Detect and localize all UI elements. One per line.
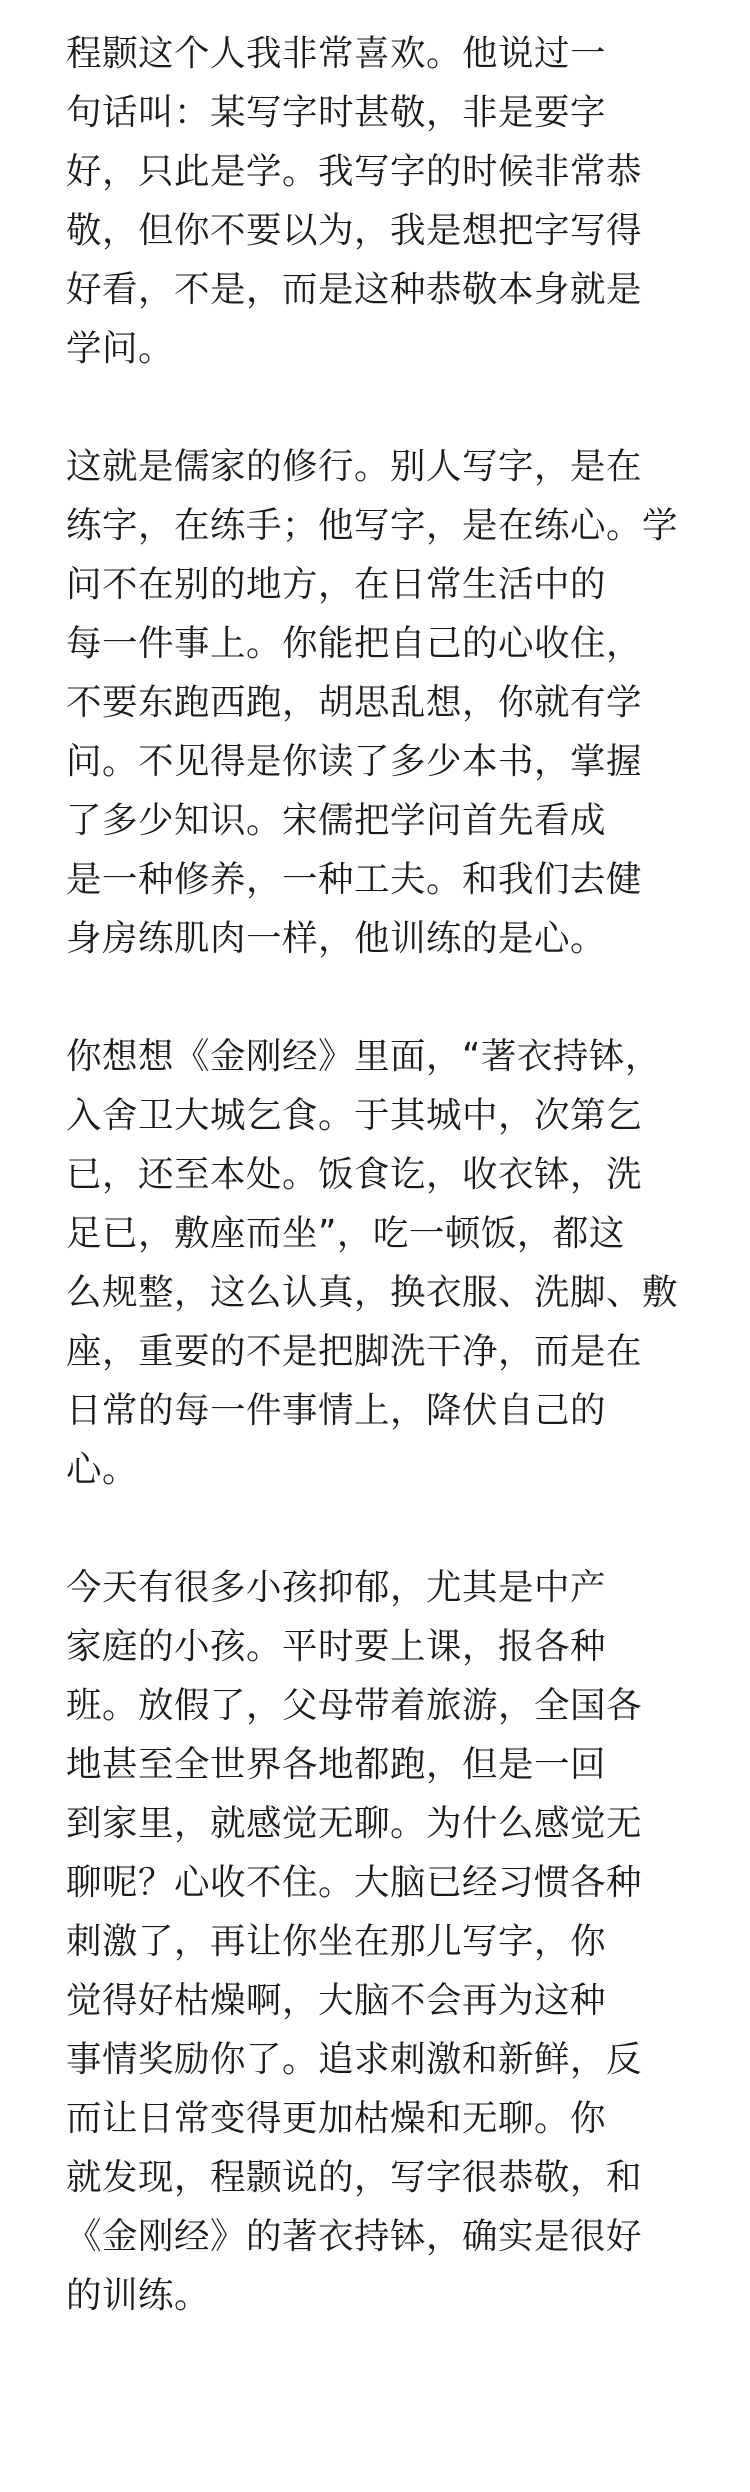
text-line: 座，重要的不是把脚洗干净，而是在 (66, 1331, 643, 1372)
text-line: 聊呢？心收不住。大脑已经习惯各种 (66, 1862, 643, 1903)
text-line: 到家里，就感觉无聊。为什么感觉无 (66, 1803, 643, 1844)
text-line: 而让日常变得更加枯燥和无聊。你 (66, 2098, 607, 2139)
text-line: 班。放假了，父母带着旅游，全国各 (66, 1685, 643, 1726)
text-line: 学问。 (66, 328, 175, 369)
text-line: 好看，不是，而是这种恭敬本身就是 (66, 269, 643, 310)
text-line: 家庭的小孩。平时要上课，报各种 (66, 1626, 607, 1667)
text-line: 《金刚经》的著衣持钵，确实是很好 (66, 2216, 643, 2257)
text-line: 好，只此是学。我写字的时候非常恭 (66, 151, 643, 192)
text-line: 足已，敷座而坐”，吃一顿饭，都这 (66, 1213, 625, 1254)
text-line: 不要东跑西跑，胡思乱想，你就有学 (66, 682, 643, 723)
text-line: 就发现，程颢说的，写字很恭敬，和 (66, 2157, 643, 2198)
text-line: 问不在别的地方，在日常生活中的 (66, 564, 607, 605)
text-line: 入舍卫大城乞食。于其城中，次第乞 (66, 1095, 643, 1136)
text-line: 觉得好枯燥啊，大脑不会再为这种 (66, 1980, 607, 2021)
text-line: 日常的每一件事情上，降伏自己的 (66, 1390, 607, 1431)
text-line: 你想想《金刚经》里面，“著衣持钵， (66, 1036, 661, 1077)
paragraph-1 (66, 24, 710, 378)
text-line: 程颢这个人我非常喜欢。他说过一 (66, 33, 607, 74)
paragraph-2 (66, 437, 710, 968)
text-line: 事情奖励你了。追求刺激和新鲜，反 (66, 2039, 643, 2080)
text-line: 已，还至本处。饭食讫，收衣钵，洗 (66, 1154, 643, 1195)
text-line: 刺激了，再让你坐在那儿写字，你 (66, 1921, 607, 1962)
text-line: 的训练。 (66, 2275, 211, 2316)
text-line: 今天有很多小孩抑郁，尤其是中产 (66, 1567, 607, 1608)
text-line: 练字，在练手；他写字，是在练心。学 (66, 505, 679, 546)
text-line: 问。不见得是你读了多少本书，掌握 (66, 741, 643, 782)
text-line: 敬，但你不要以为，我是想把字写得 (66, 210, 643, 251)
text-line: 么规整，这么认真，换衣服、洗脚、敷 (66, 1272, 679, 1313)
text-line: 身房练肌肉一样，他训练的是心。 (66, 918, 607, 959)
text-line: 每一件事上。你能把自己的心收住， (66, 623, 643, 664)
text-line: 地甚至全世界各地都跑，但是一回 (66, 1744, 607, 1785)
text-line: 了多少知识。宋儒把学问首先看成 (66, 800, 607, 841)
paragraph-3 (66, 1027, 710, 1499)
text-line: 是一种修养，一种工夫。和我们去健 (66, 859, 643, 900)
text-line: 句话叫：某写字时甚敬，非是要字 (66, 92, 607, 133)
text-line: 心。 (66, 1449, 139, 1490)
article-body (66, 24, 710, 2384)
paragraph-4 (66, 1558, 710, 2325)
text-line: 这就是儒家的修行。别人写字，是在 (66, 446, 643, 487)
